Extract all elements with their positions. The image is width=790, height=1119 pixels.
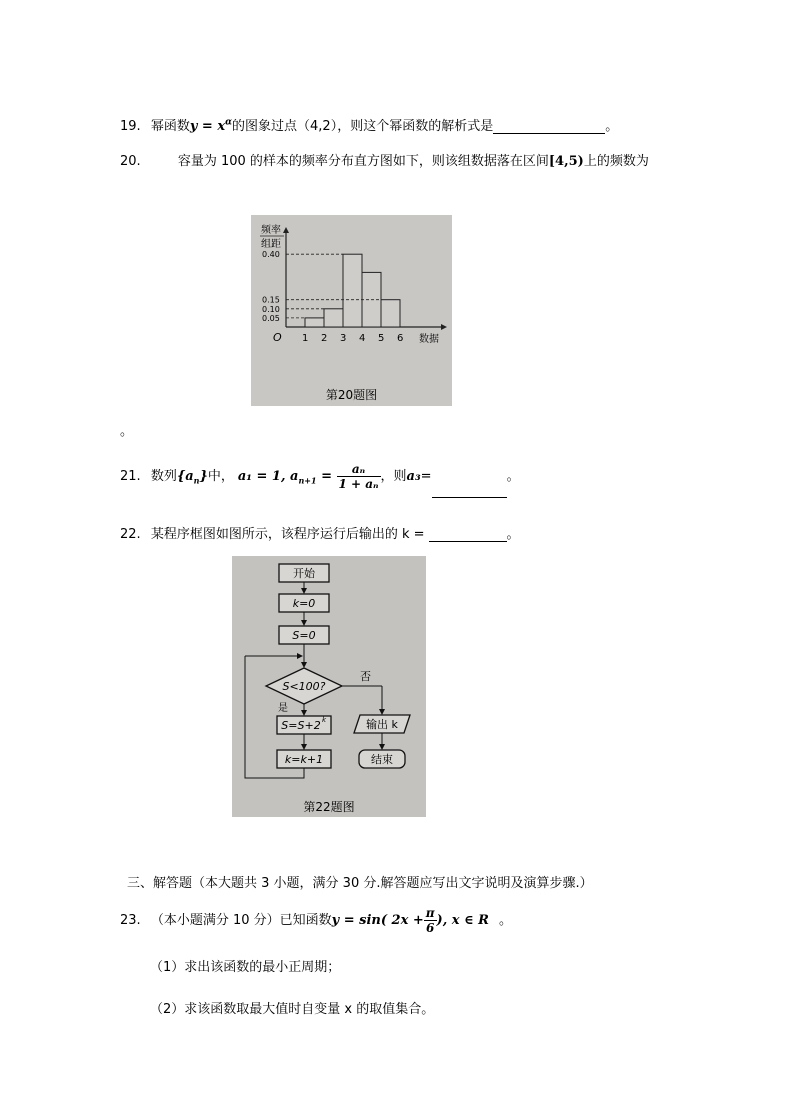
x-axis-label: 数据 <box>419 334 439 345</box>
histogram-bar <box>381 300 400 327</box>
y-tick-label: 0.15 <box>262 295 280 305</box>
init-k-label: k=0 <box>292 597 316 610</box>
x-tick-label: 5 <box>378 333 385 344</box>
x-tick-label: 2 <box>321 333 328 344</box>
histogram-chart <box>251 215 452 406</box>
question-text: ，则 <box>380 469 407 484</box>
update-k-label: k=k+1 <box>284 753 324 766</box>
question-number: 23. <box>120 913 141 928</box>
question-19 <box>120 115 618 134</box>
question-21 <box>120 460 520 494</box>
function-formula-end: ), x ∈ R <box>436 913 489 928</box>
y-tick-label: 0.40 <box>262 250 280 260</box>
a3-term: a₃ <box>406 469 421 484</box>
section-title: 三、解答题（本大题共 3 小题，满分 30 分.解答题应写出文字说明及演算步骤.） <box>127 876 593 891</box>
x-tick-label: 1 <box>302 333 309 344</box>
question-23-part-1: （1）求出该函数的最小正周期； <box>150 960 341 975</box>
question-text: 的图象过点（4,2），则这个幂函数的解析式是 <box>232 119 494 134</box>
output-label: 输出 k <box>366 718 398 731</box>
recurrence-fraction: $\frac{\text{aₙ}}{\text{1 + aₙ}}$ <box>338 462 379 491</box>
equals-sign: = <box>420 469 432 484</box>
init-s-label: S=0 <box>292 629 316 642</box>
q20-end-mark: 。 <box>120 424 134 439</box>
y-axis-label-top: 频率 <box>261 225 281 236</box>
x-tick-label: 6 <box>397 333 404 344</box>
start-label: 开始 <box>293 567 315 580</box>
question-text: 数列 <box>150 469 177 484</box>
end-label: 结束 <box>371 753 393 766</box>
question-text: （本小题满分 10 分）已知函数 <box>150 913 332 928</box>
question-20 <box>120 150 649 169</box>
y-axis-arrow <box>283 227 289 233</box>
x-tick-label: 4 <box>359 333 366 344</box>
period: 。 <box>506 527 520 542</box>
x-axis-arrow <box>441 324 447 330</box>
flowchart-diagram <box>232 556 426 817</box>
question-text: 中， <box>207 469 234 484</box>
histogram-bar <box>343 254 362 327</box>
recurrence-formula: a₁ = 1, $a_{n+1}$ = <box>237 469 337 486</box>
question-text: 容量为 100 的样本的频率分布直方图如下，则该组数据落在区间 <box>177 154 549 169</box>
question-23-part-2: （2）求该函数取最大值时自变量 x 的取值集合。 <box>150 1002 435 1017</box>
period: 。 <box>498 913 512 928</box>
answer-blank[interactable] <box>432 475 507 498</box>
question-number: 20. <box>120 154 141 169</box>
formula-power-function: $y = x^\alpha$ <box>189 117 233 134</box>
y-tick-label: 0.05 <box>262 313 280 323</box>
histogram-figure <box>251 215 452 406</box>
interval: [4,5) <box>548 154 584 169</box>
period: 。 <box>605 119 619 134</box>
period: 。 <box>506 469 520 484</box>
histogram-bar <box>324 309 343 327</box>
update-s-exponent: k <box>322 716 327 724</box>
question-23 <box>120 904 512 938</box>
flowchart-figure <box>232 556 426 817</box>
question-number: 21. <box>120 469 141 484</box>
question-text: 幂函数 <box>150 119 190 134</box>
origin-label: O <box>273 331 282 344</box>
yes-label: 是 <box>278 703 288 714</box>
question-text: 上的频数为 <box>583 154 649 169</box>
condition-label: S<100? <box>282 680 326 693</box>
question-22 <box>120 523 520 542</box>
y-axis-label-bottom: 组距 <box>261 239 281 250</box>
function-fraction: $\frac{\pi}{6}$ <box>425 906 435 935</box>
sequence-notation: $\{a_n\}$ <box>176 469 208 486</box>
figure-caption: 第22题图 <box>303 800 355 814</box>
question-number: 19. <box>120 119 141 134</box>
x-tick-label: 3 <box>340 333 347 344</box>
no-label: 否 <box>360 670 371 683</box>
answer-blank[interactable] <box>429 541 507 542</box>
update-s-label: S=S+2 <box>281 719 321 732</box>
question-number: 22. <box>120 527 141 542</box>
answer-blank[interactable] <box>493 133 605 134</box>
figure-caption: 第20题图 <box>325 388 378 402</box>
histogram-bar <box>305 318 324 327</box>
function-formula: y = sin( 2x + <box>331 913 424 928</box>
y-tick-label: 0.10 <box>262 304 280 314</box>
question-text: 某程序框图如图所示，该程序运行后输出的 k = <box>150 527 425 542</box>
